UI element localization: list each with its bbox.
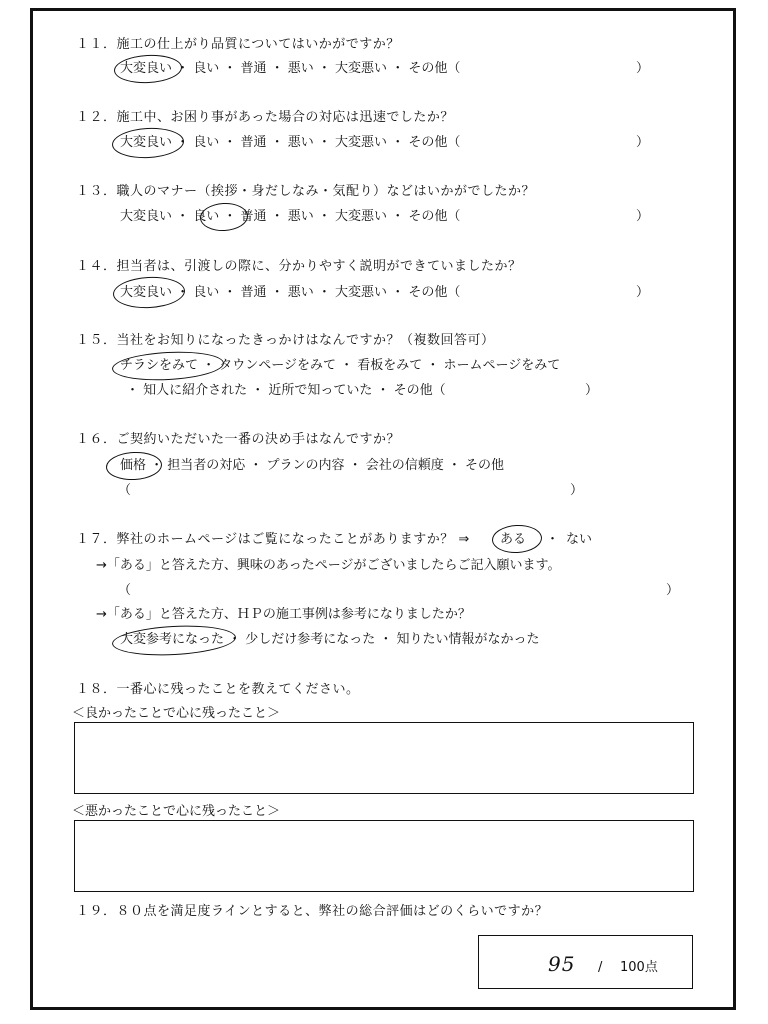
q14-question: １４．担当者は、引渡しの際に、分かりやすく説明ができていましたか？ <box>76 259 522 274</box>
q17-close: ） <box>666 583 680 598</box>
q18-bad-label: ＜悪かったことで心に残ったこと＞ <box>72 804 281 819</box>
q17-options: 大変参考になった ・ 少しだけ参考になった ・ 知りたい情報がなかった <box>120 632 540 647</box>
q15-close: ） <box>585 383 599 398</box>
q12-question: １２．施工中、お困り事があった場合の対応は迅速でしたか？ <box>76 110 454 125</box>
q18-good-input-box[interactable] <box>74 722 694 794</box>
q18-bad-input-box[interactable] <box>74 820 694 892</box>
q17-follow1: →「ある」と答えた方、興味のあったページがございましたらご記入願います。 <box>96 558 561 573</box>
q19-score-box[interactable] <box>478 935 693 989</box>
q19-slash: / <box>598 960 603 975</box>
q11-question: １１．施工の仕上がり品質についてはいかがですか？ <box>76 37 400 52</box>
q11-close: ） <box>636 61 650 76</box>
q16-question: １６．ご契約いただいた一番の決め手はなんですか？ <box>76 432 401 447</box>
q19-question: １９．８０点を満足度ラインとすると、弊社の総合評価はどのくらいですか？ <box>76 904 549 919</box>
q15-options-line1: チラシをみて ・ タウンページをみて ・ 看板をみて ・ ホームページをみて <box>120 358 561 373</box>
q16-close: ） <box>570 483 584 498</box>
q17-open: （ <box>118 583 132 598</box>
q11-options: 大変良い ・ 良い ・ 普通 ・ 悪い ・ 大変悪い ・ その他（ <box>120 61 461 76</box>
q17-answer-sep: ・ <box>546 532 560 547</box>
q17-answer-yes: ある <box>500 532 527 547</box>
q17-answer-no: ない <box>566 532 593 547</box>
q13-options: 大変良い ・ 良い ・ 普通 ・ 悪い ・ 大変悪い ・ その他（ <box>120 209 461 224</box>
q17-question: １７．弊社のホームページはご覧になったことがありますか？ ⇒ <box>76 532 470 547</box>
q18-good-label: ＜良かったことで心に残ったこと＞ <box>72 706 281 721</box>
q12-options: 大変良い ・ 良い ・ 普通 ・ 悪い ・ 大変悪い ・ その他（ <box>120 135 461 150</box>
q14-options: 大変良い ・ 良い ・ 普通 ・ 悪い ・ 大変悪い ・ その他（ <box>120 285 461 300</box>
q19-score-handwritten: 95 <box>548 952 576 976</box>
q17-follow2: →「ある」と答えた方、ＨＰの施工事例は参考になりましたか？ <box>96 607 471 622</box>
q16-options: 価格 ・ 担当者の対応 ・ プランの内容 ・ 会社の信頼度 ・ その他 <box>120 458 505 473</box>
q19-max: 100点 <box>620 960 658 975</box>
q12-close: ） <box>636 135 650 150</box>
q14-close: ） <box>636 285 650 300</box>
q15-options-line2: ・ 知人に紹介された ・ 近所で知っていた ・ その他（ <box>126 383 446 398</box>
q16-open: （ <box>118 483 132 498</box>
q18-question: １８．一番心に残ったことを教えてください。 <box>76 682 360 697</box>
q15-question: １５．当社をお知りになったきっかけはなんですか？（複数回答可） <box>76 333 495 348</box>
q13-close: ） <box>636 209 650 224</box>
q13-question: １３．職人のマナー（挨拶・身だしなみ・気配り）などはいかがでしたか？ <box>76 184 536 199</box>
